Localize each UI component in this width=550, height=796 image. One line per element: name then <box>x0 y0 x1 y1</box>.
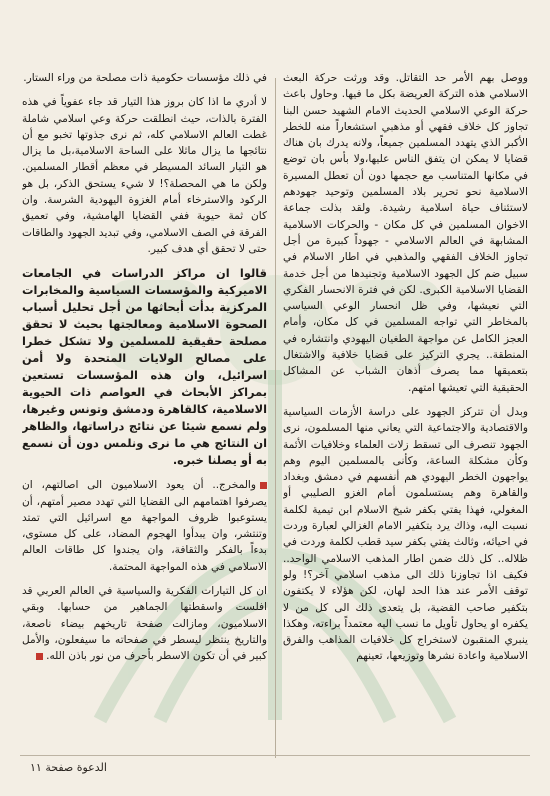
paragraph-with-bullet <box>22 477 267 575</box>
paragraph: وبدل أن تتركز الجهود على دراسة الأزمات السياسية والاقتصادية والاجتماعية التي يعاني منها المسلمون، نرى الجهود تنصرف الى تسقط زلات العلماء وخلافيات الأئمة وكأن مشكلة الساعة، وكأنى بالمسلمين اليوم وهم يواجهون الخطر اليهودي هم أنفسهم في دمشق وبغداد والقاهرة وهم يستسلمون أمام الغزو الصليبي أو المغولي، فهذا يفتي بكفر شيخ الاسلام ابن تيمية لكلمة نسبت اليه، وذاك يرد بتكفير الامام الغزالي لعبارة وردت في احيائه، وثالث يفتي بكفر سيد قطب لكلمة وردت في ظلاله.. كل ذلك ضمن اطار المذهب الاسلامي الواحد.. فكيف اذا تجاوزنا ذلك الى مذهب اسلامي آخر؟! ولو توقف الأمر عند هذا الحد لهان، لكن هؤلاء لا يكتفون بتكفير صاحب القضية، بل يتعدى ذلك الى كل من لا يكفره او يحاول تأويل ما نسب اليه معتمداً براءته، وهكذا ينبري المنقبون لاستخراج كل خلافيات المذاهب والفرق الاسلامية واعادة نشرها وتوزيعها، تعينهم <box>283 405 528 663</box>
end-mark <box>36 653 43 660</box>
paragraph: في ذلك مؤسسات حكومية ذات مصلحة من وراء الستار. <box>23 72 267 84</box>
page-number: ١١ <box>30 761 42 774</box>
page-label: صفحة <box>45 761 74 774</box>
magazine-name: الدعوة <box>76 761 107 774</box>
right-column <box>283 70 528 760</box>
left-column <box>22 70 267 760</box>
footer-rule <box>20 755 530 756</box>
highlighted-paragraph: قالوا ان مراكز الدراسات في الجامعات الاميركية والمؤسسات السياسية والمخابرات المركزية بدأت أبحاثها من أجل تحليل أسباب الصحوة الاسلامية ومعالجتها بحيث لا تحقق مصلحة حقيقية للمسلمين ولا تشكل خطرا على مصالح الولايات المتحدة ولا أمن اسرائيل، وان هذه المؤسسات تستعين بمراكز الأبحاث في العواصم ذات الحيوية الاسلامية، كالقاهرة ودمشق وتونس وغيرها، ولم نسمع شيئا عن نتائج دراساتها، والظاهر ان النتائج هي ما نرى ونلمس دون أن نسمع به أو يصلنا خبره. <box>22 266 267 468</box>
paragraph-text: والمخرج.. أن يعود الاسلاميون الى اصالتهم، ان يصرفوا اهتمامهم الى القضايا التي تهدد مصير أمتهم، أن يستوعبوا ظروف المواجهة مع اسرائيل التي تمتد وتنتشر، وان يبدأوا الهجوم المضاد، على كل مستوى، بدءاً بالفكر والثقافة، وان يجندوا كل طاقات العالم الاسلامي في هذه المواجهة المحتمة. <box>22 479 267 573</box>
paragraph: لا أدري ما اذا كان بروز هذا التيار قد جاء عفوياً في هذه الفترة بالذات، حيث انطلقت حركة وعي اسلامي شاملة غطت العالم الاسلامي كله، ثم نرى جذوتها تخبو مع أن نتائجها ما يزال ماثلا على الساحة الاسلامية،بل ما يزال هو التيار السائد المسيطر في معظم أقطار المسلمين. ولكن ما هي المحصلة؟! لا شيء يستحق الذكر، بل هو الركود والاسترخاء أمام الغزوة اليهودية الشرسة. وان كان ثمة حيوية ففي القضايا الهامشية، وفي تعميق الفرقة في الصف الاسلامي، وفي تبديد الجهود والطاقات حتى لا تحقق أي هدف كبير. <box>22 96 267 255</box>
page-footer <box>30 761 107 774</box>
closing-paragraph <box>22 583 267 664</box>
paragraph: ووصل بهم الأمر حد التقاتل. وقد ورثت حركة البعث الاسلامي هذه التركة العريضة بكل ما فيها. وحاول باعث حركة الوعي الاسلامي الحديث الامام الشهيد حسن البنا تجاوز كل خلاف فقهي أو مذهبي استشعاراً منه للخطر الأكبر الذي يتهدد المسلمين جميعاً، ولانه يدرك بان هناك قضايا لا يمكن ان يتفق الناس عليها،ولا بأس بان توضع في مكانها المتناسب مع حجمها دون أن تعطل المسيرة الاسلامية نحو تحرير بلاد المسلمين وتوحيد جهودهم لاستئناف حياة اسلامية رشيدة. ولقد بذلت جماعة الاخوان المسلمين في كل مكان - والحركات الاسلامية المشابهة في العالم الاسلامي - جهوداً كبيرة من أجل تجاوز الخلاف الفقهي والمذهبي في اطار الاسلام في سبيل ضم كل الجهود الاسلامية وتجنيدها من أجل خدمة القضايا الاسلامية الكبرى. لكن في فترة الانحسار الفكري التي نعيشها، وفي ظل انحسار الوعي السياسي بالمخاطر التي تواجه المسلمين في كل مكان، وأمام العجز الكامل عن مواجهة الطغيان اليهودي وانتشاره في المنطقة.. يجري التركيز على قضايا خلافية والاشتغال بتعميقها مما يصرف أذهان الشباب عن المشاكل الحقيقية التي تعيشها امتهم. <box>283 72 528 394</box>
red-square-bullet <box>260 482 267 489</box>
article-body <box>22 70 528 760</box>
paragraph-text: ان كل التيارات الفكرية والسياسية في العالم العربي قد افلست واسقطتها الجماهير من حسابها. وبقي الاسلاميون، ومازالت صفحة تاريخهم بيضاء ناصعة، والتاريخ ينتظر ليسطر في صفحاته ما سيفعلون، والأمل كبير في أن تكون الاسطر بأحرف من نور باذن الله. <box>22 585 267 663</box>
